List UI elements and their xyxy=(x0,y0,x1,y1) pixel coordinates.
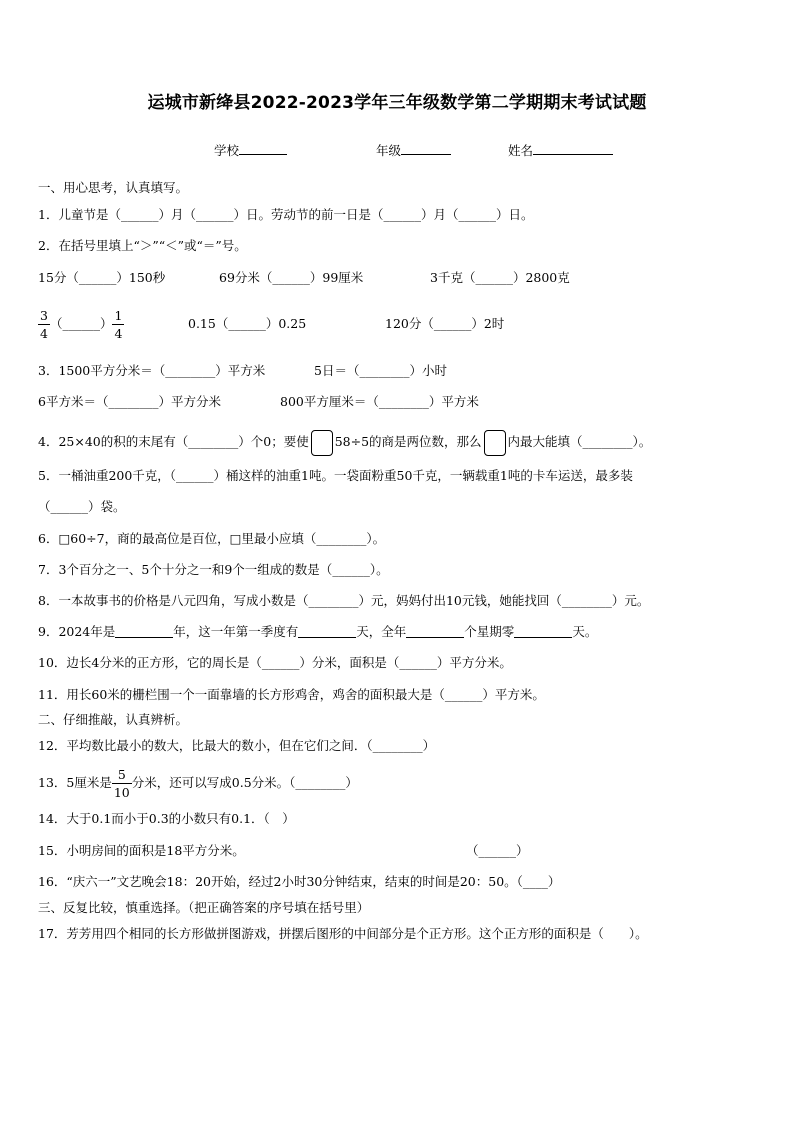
school-label: 学校 xyxy=(214,143,240,158)
question-10: 10．边长4分米的正方形，它的周长是（______）分米，面积是（______）平方分米。 xyxy=(38,655,512,670)
question-16: 16．“庆六一”文艺晚会18：20开始，经过2小时30分钟结束，结束的时间是20：50。（____） xyxy=(38,874,561,889)
fraction-five-tenths: $\frac{5}{10}$ xyxy=(113,767,130,800)
question-5-line2: （______）袋。 xyxy=(38,499,126,514)
question-15: 15．小明房间的面积是18平方分米。 xyxy=(38,843,245,858)
question-1: 1．儿童节是（______）月（______）日。劳动节的前一日是（______）月（______）日。 xyxy=(38,207,534,222)
question-11: 11．用长60米的栅栏围一个一面靠墙的长方形鸡舍，鸡舍的面积最大是（______）平方米。 xyxy=(38,687,545,702)
page-title: 运城市新绛县2022-2023学年三年级数学第二学期期末考试试题 xyxy=(147,93,647,113)
question-13 xyxy=(38,765,358,801)
grade-label: 年级 xyxy=(376,143,402,158)
fraction-one-quarter: $\frac{1}{4}$ xyxy=(114,308,123,341)
name-blank[interactable] xyxy=(533,141,613,155)
answer-blank[interactable] xyxy=(514,637,572,638)
question-4 xyxy=(38,429,651,456)
blank-box[interactable] xyxy=(311,430,333,456)
question-13-part1: 13．5厘米是 xyxy=(38,775,112,790)
question-9-part3: 天，全年 xyxy=(356,624,407,639)
question-9-part1: 9．2024年是 xyxy=(38,624,116,639)
grade-field xyxy=(376,141,451,159)
question-14: 14．大于0.1而小于0.3的小数只有0.1．（ ） xyxy=(38,811,295,826)
grade-blank[interactable] xyxy=(401,141,451,155)
question-9-part4: 个星期零 xyxy=(464,624,515,639)
question-3d: 800平方厘米＝（________）平方米 xyxy=(280,394,479,409)
question-2e: 0.15（______）0.25 xyxy=(188,316,307,331)
question-2d-blank: （______） xyxy=(49,316,113,331)
section-1-heading: 一、用心思考，认真填写。 xyxy=(38,180,189,195)
question-4-part2: 58÷5的商是两位数，那么 xyxy=(334,434,482,449)
question-4-part1: 4．25×40的积的末尾有（________）个0；要使 xyxy=(38,434,309,449)
question-15-answer: （______） xyxy=(466,843,529,858)
answer-blank[interactable] xyxy=(298,637,356,638)
question-13-part2: 分米，还可以写成0.5分米。（________） xyxy=(131,775,358,790)
question-17: 17．芳芳用四个相同的长方形做拼图游戏，拼摆后图形的中间部分是个正方形。这个正方形的面积是（ ）。 xyxy=(38,926,648,941)
question-2f: 120分（______）2时 xyxy=(385,316,505,331)
blank-box[interactable] xyxy=(484,430,506,456)
answer-blank[interactable] xyxy=(115,637,173,638)
answer-blank[interactable] xyxy=(406,637,464,638)
question-5-line1: 5．一桶油重200千克，（______）桶这样的油重1吨。一袋面粉重50千克，一辆载重1吨的卡车运送，最多装 xyxy=(38,468,633,483)
section-2-heading: 二、仔细推敲，认真辨析。 xyxy=(38,712,189,727)
question-9-part2: 年，这一年第一季度有 xyxy=(173,624,299,639)
question-2a: 15分（______）150秒 xyxy=(38,270,166,285)
question-12: 12．平均数比最小的数大，比最大的数小，但在它们之间．（________） xyxy=(38,738,436,753)
question-3b: 5日＝（________）小时 xyxy=(314,363,447,378)
question-2c: 3千克（______）2800克 xyxy=(430,270,570,285)
question-9 xyxy=(38,623,597,641)
section-3-heading: 三、反复比较，慎重选择。（把正确答案的序号填在括号里） xyxy=(38,900,370,915)
question-2b: 69分米（______）99厘米 xyxy=(219,270,364,285)
question-8: 8．一本故事书的价格是八元四角，写成小数是（________）元，妈妈付出10元钱，她能找回（________）元。 xyxy=(38,593,650,608)
name-field xyxy=(508,141,613,159)
school-field xyxy=(214,141,287,159)
school-blank[interactable] xyxy=(239,141,287,155)
question-3a: 3．1500平方分米＝（________）平方米 xyxy=(38,363,266,378)
fraction-three-quarters: $\frac{3}{4}$ xyxy=(40,308,48,341)
name-label: 姓名 xyxy=(508,143,534,158)
question-2: 2．在括号里填上“＞”“＜”或“＝”号。 xyxy=(38,238,247,253)
question-6: 6．□60÷7，商的最高位是百位，□里最小应填（________）。 xyxy=(38,531,386,546)
question-3c: 6平方米＝（________）平方分米 xyxy=(38,394,221,409)
question-4-part3: 内最大能填（________）。 xyxy=(507,434,652,449)
question-2d xyxy=(38,306,124,342)
question-9-part5: 天。 xyxy=(572,624,598,639)
question-7: 7．3个百分之一、5个十分之一和9个一组成的数是（______）。 xyxy=(38,562,389,577)
